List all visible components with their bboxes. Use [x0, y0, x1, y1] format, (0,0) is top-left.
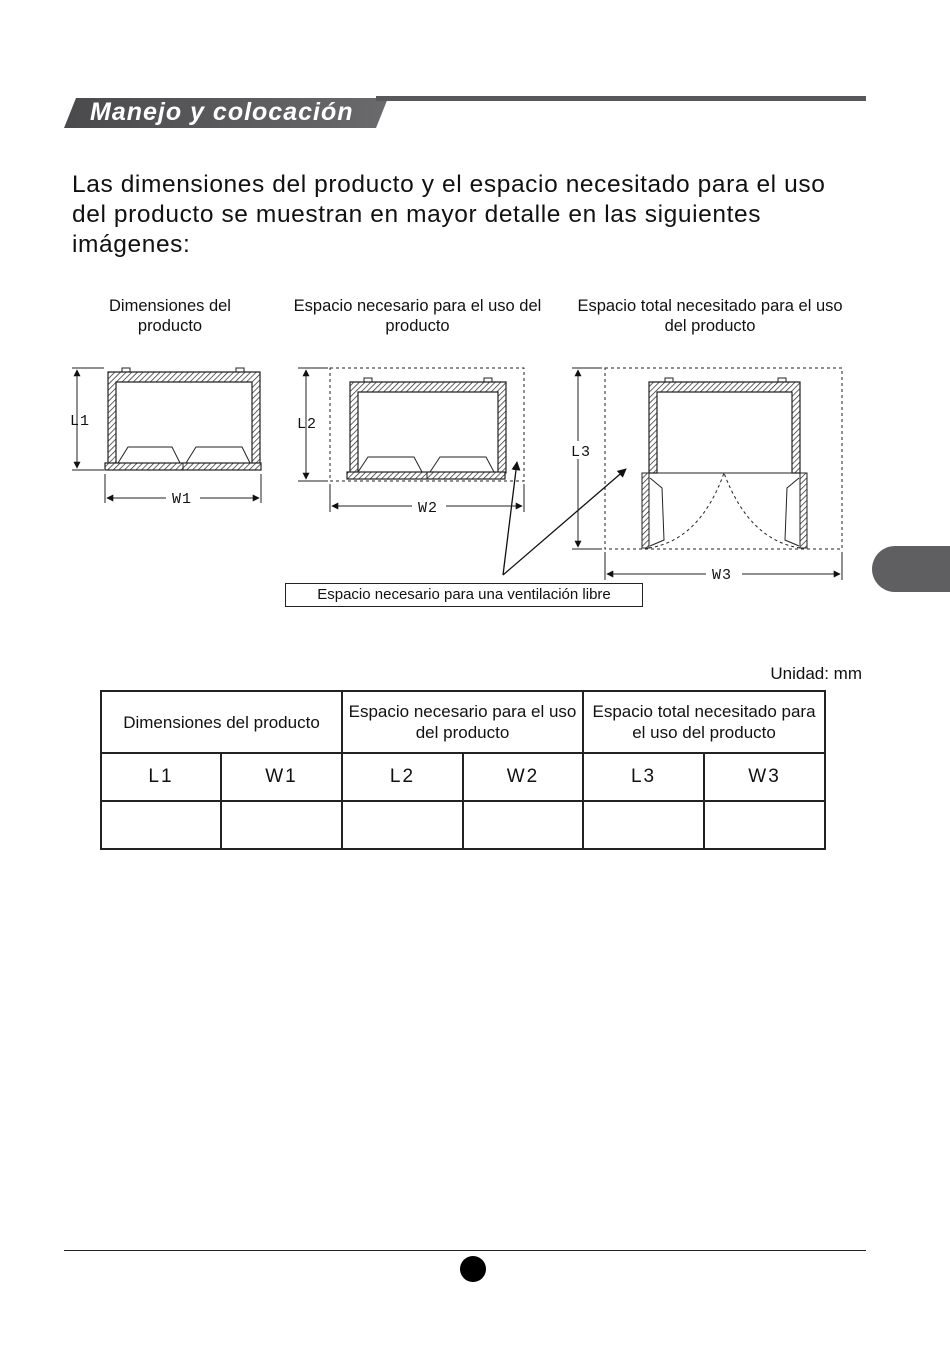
intro-paragraph: Las dimensiones del producto y el espacio necesitado para el uso del producto se muestran en mayor detalle en las siguientes imágenes: — [72, 171, 826, 258]
label-l2: L2 — [297, 416, 318, 433]
side-chapter-tab — [872, 546, 950, 592]
diagram-product-dimensions — [72, 368, 261, 506]
label-l3: L3 — [571, 444, 592, 461]
diagram-total-space — [568, 368, 842, 582]
label-w3: W3 — [712, 567, 733, 584]
table-column-header: W2 — [463, 753, 583, 801]
table-column-header: L2 — [342, 753, 463, 801]
label-w1: W1 — [172, 491, 193, 508]
table-group-header: Espacio necesario para el uso del producto — [342, 691, 583, 753]
dimension-diagrams — [0, 0, 950, 640]
table-column-header: L1 — [101, 753, 221, 801]
table-value-cell — [221, 801, 342, 849]
table-column-header: L3 — [583, 753, 704, 801]
caption-product-dimensions: Dimensiones del producto — [109, 297, 231, 335]
table-value-cell — [342, 801, 463, 849]
ventilation-arrow-right — [503, 469, 626, 575]
table-group-header: Espacio total necesitado para el uso del producto — [583, 691, 825, 753]
table-value-cell — [583, 801, 704, 849]
ventilation-label: Espacio necesario para una ventilación libre — [285, 583, 643, 607]
table-column-header: W3 — [704, 753, 825, 801]
dimensions-table — [100, 690, 826, 850]
caption-space-required: Espacio necesario para el uso del producto — [293, 297, 542, 335]
section-title: Manejo y colocación — [90, 98, 354, 126]
table-group-header: Dimensiones del producto — [101, 691, 342, 753]
page-marker-dot — [460, 1256, 486, 1282]
footer-divider — [64, 1250, 866, 1251]
table-column-header: W1 — [221, 753, 342, 801]
label-l1: L1 — [70, 413, 91, 430]
table-value-cell — [463, 801, 583, 849]
diagram-space-required — [298, 368, 524, 514]
table-value-cell — [704, 801, 825, 849]
label-w2: W2 — [418, 500, 439, 517]
unit-label: Unidad: mm — [770, 664, 862, 683]
table-value-cell — [101, 801, 221, 849]
caption-total-space: Espacio total necesitado para el uso del producto — [577, 297, 843, 335]
